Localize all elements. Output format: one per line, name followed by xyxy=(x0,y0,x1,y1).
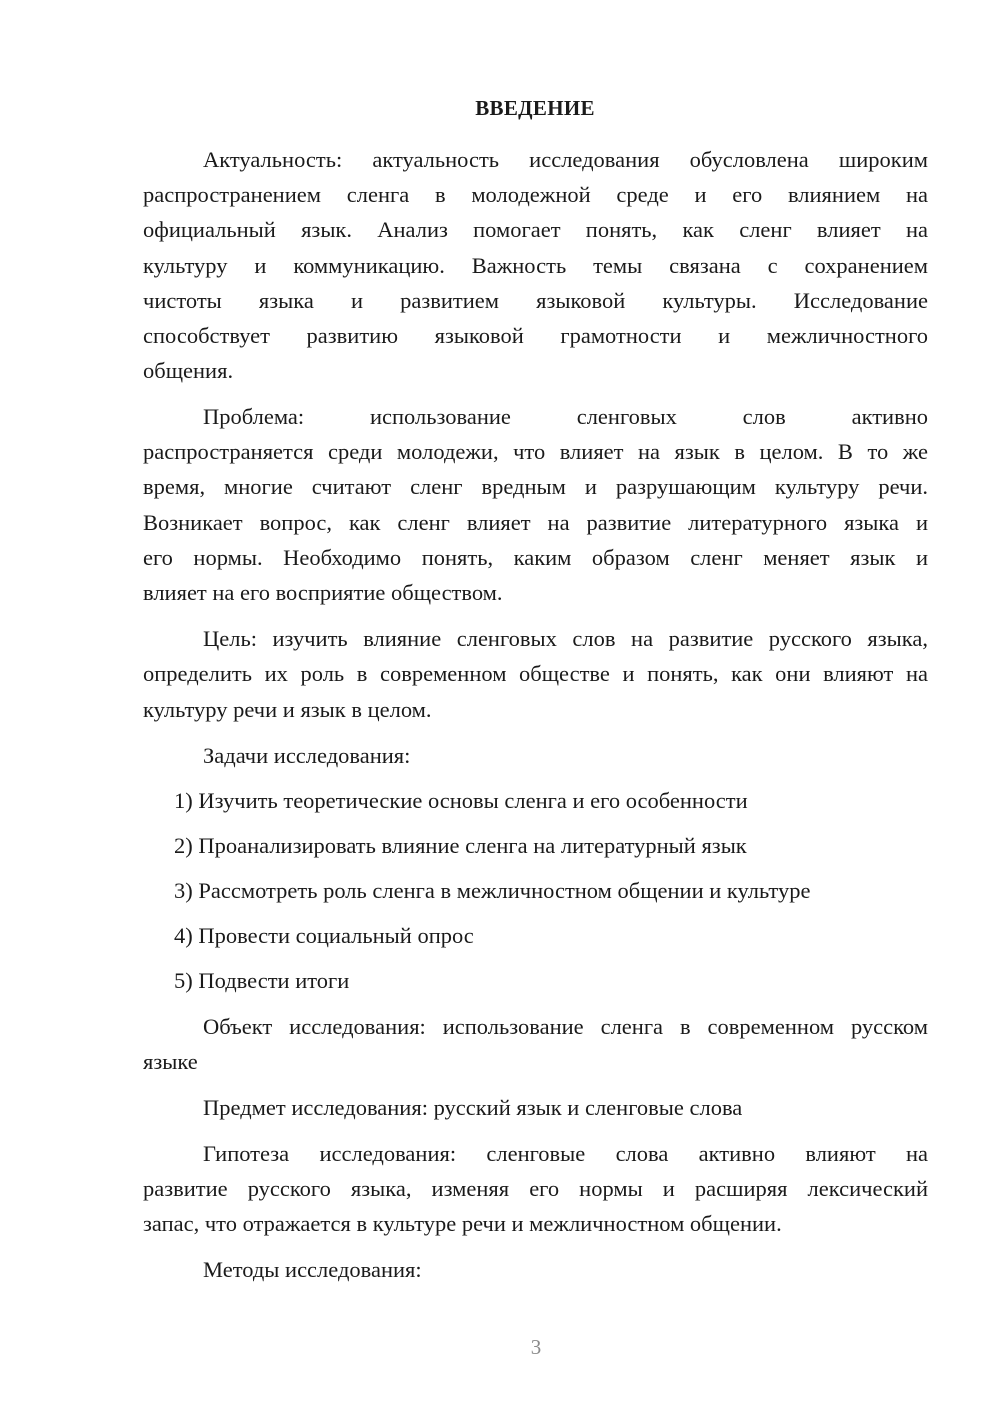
text-line: официальный язык. Анализ помогает понять, как сленг влияет на xyxy=(143,217,928,242)
text-line: способствует развитию языковой грамотности и межличностного xyxy=(143,323,928,348)
text-line: распространяется среди молодежи, что влияет на язык в целом. В то же xyxy=(143,439,928,464)
text-line: культуру и коммуникацию. Важность темы связана с сохранением xyxy=(143,253,928,278)
text-line: запас, что отражается в культуре речи и межличностном общении. xyxy=(143,1211,782,1236)
text-line: чистоты языка и развитием языковой культуры. Исследование xyxy=(143,288,928,313)
text-line: распространением сленга в молодежной среде и его влиянием на xyxy=(143,182,928,207)
text-line: Объект исследования: использование сленга в современном русском xyxy=(203,1014,928,1039)
task-item: 1) Изучить теоретические основы сленга и его особенности xyxy=(174,788,748,813)
text-line: Проблема: использование сленговых слов активно xyxy=(203,404,928,429)
text-line: Гипотеза исследования: сленговые слова активно влияют на xyxy=(203,1141,928,1166)
text-line: Предмет исследования: русский язык и сленговые слова xyxy=(203,1095,743,1120)
task-item: 2) Проанализировать влияние сленга на литературный язык xyxy=(174,833,747,858)
text-line: Актуальность: актуальность исследования обусловлена широким xyxy=(203,147,928,172)
text-line: развитие русского языка, изменяя его нормы и расширяя лексический xyxy=(143,1176,928,1201)
text-line: определить их роль в современном обществе и понять, как они влияют на xyxy=(143,661,928,686)
text-line: Возникает вопрос, как сленг влияет на развитие литературного языка и xyxy=(143,510,928,535)
text-line: влияет на его восприятие обществом. xyxy=(143,580,503,605)
page-number: 3 xyxy=(530,1335,542,1359)
task-item: 3) Рассмотреть роль сленга в межличностном общении и культуре xyxy=(174,878,811,903)
task-item: 4) Провести социальный опрос xyxy=(174,923,474,948)
text-line: время, многие считают сленг вредным и разрушающим культуру речи. xyxy=(143,474,928,499)
text-line: языке xyxy=(143,1049,198,1074)
text-line: Цель: изучить влияние сленговых слов на развитие русского языка, xyxy=(203,626,928,651)
tasks-heading: Задачи исследования: xyxy=(203,743,411,768)
page-title: ВВЕДЕНИЕ xyxy=(475,96,595,120)
text-line: общения. xyxy=(143,358,234,383)
task-item: 5) Подвести итоги xyxy=(174,968,350,993)
text-line: его нормы. Необходимо понять, каким образом сленг меняет язык и xyxy=(143,545,928,570)
text-line: культуру речи и язык в целом. xyxy=(143,697,432,722)
methods-heading: Методы исследования: xyxy=(203,1257,422,1282)
